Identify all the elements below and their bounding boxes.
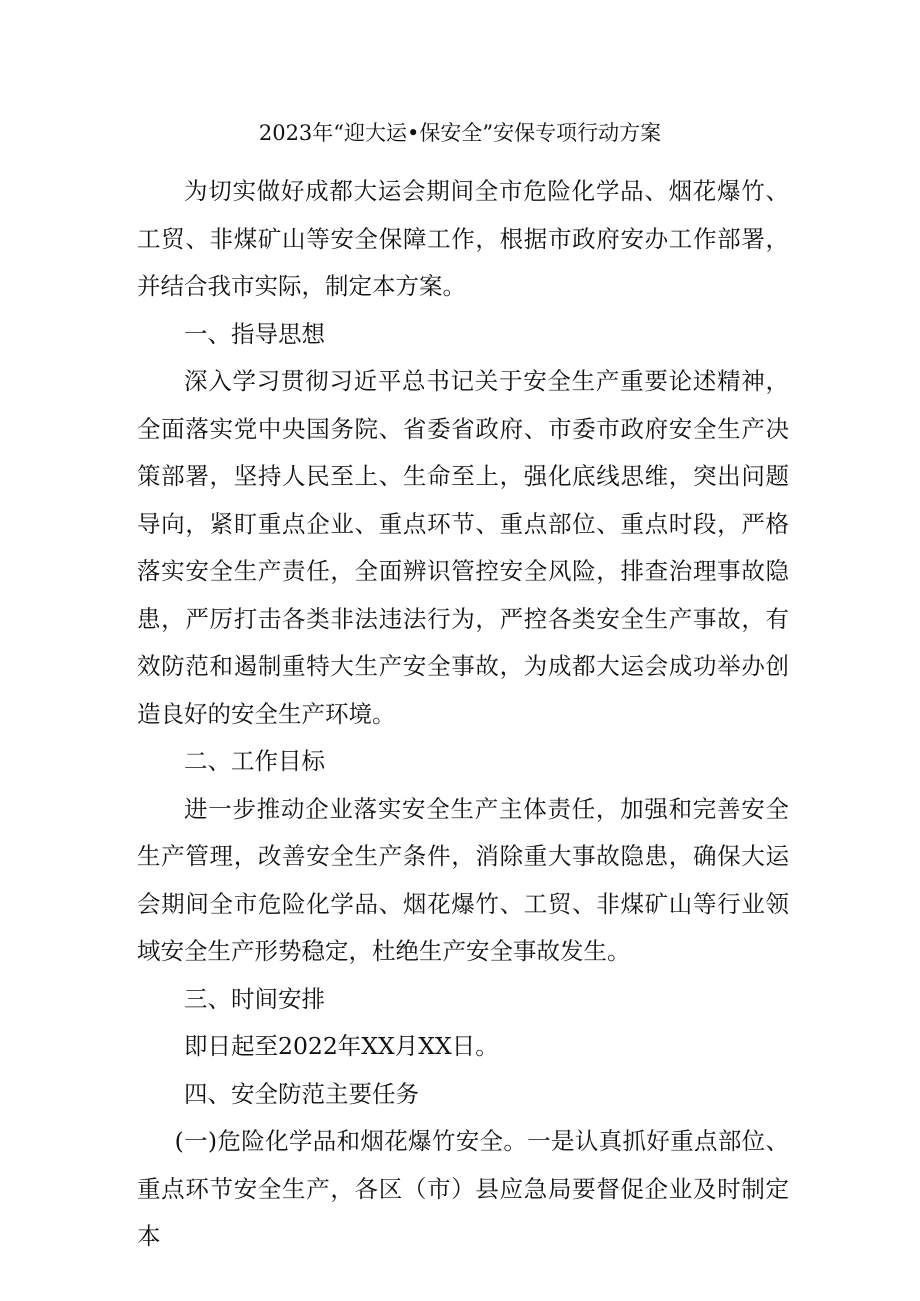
section-text-schedule: 即日起至2022年XX月XX日。 [184,1032,499,1060]
section-text-main-tasks: (一)危险化学品和烟花爆竹安全。一是认真抓好重点部位、重点环节安全生产，各区（市）县应急局要督促企业及时制定本 [137,1127,789,1250]
section-text-guiding-ideology: 深入学习贯彻习近平总书记关于安全生产重要论述精神，全面落实党中央国务院、省委省政府、市委市政府安全生产决策部署，坚持人民至上、生命至上，强化底线思维，突出问题导向，紧盯重点企业、重点环节、重点部位、重点时段，严格落实安全生产责任，全面辨识管控安全风险，排查治理事故隐患，严厉打击各类非法违法行为，严控各类安全生产事故，有效防范和遏制重特大生产安全事故，为成都大运会成功举办创造良好的安全生产环境。 [137,367,789,728]
section-heading-schedule: 三、时间安排 [184,984,325,1013]
document-body [137,168,789,1261]
intro-paragraph: 为切实做好成都大运会期间全市危险化学品、烟花爆竹、工贸、非煤矿山等安全保障工作，根据市政府安办工作部署，并结合我市实际，制定本方案。 [137,177,789,300]
section-heading-main-tasks: 四、安全防范主要任务 [184,1079,419,1108]
section-heading-guiding-ideology: 一、指导思想 [184,319,325,348]
section-heading-work-goals: 二、工作目标 [184,747,325,775]
document-title: 2023年“迎大运•保安全”安保专项行动方案 [258,121,662,145]
section-text-work-goals: 进一步推动企业落实安全生产主体责任，加强和完善安全生产管理，改善安全生产条件，消除重大事故隐患，确保大运会期间全市危险化学品、烟花爆竹、工贸、非煤矿山等行业领域安全生产形势稳定，杜绝生产安全事故发生。 [137,794,789,965]
